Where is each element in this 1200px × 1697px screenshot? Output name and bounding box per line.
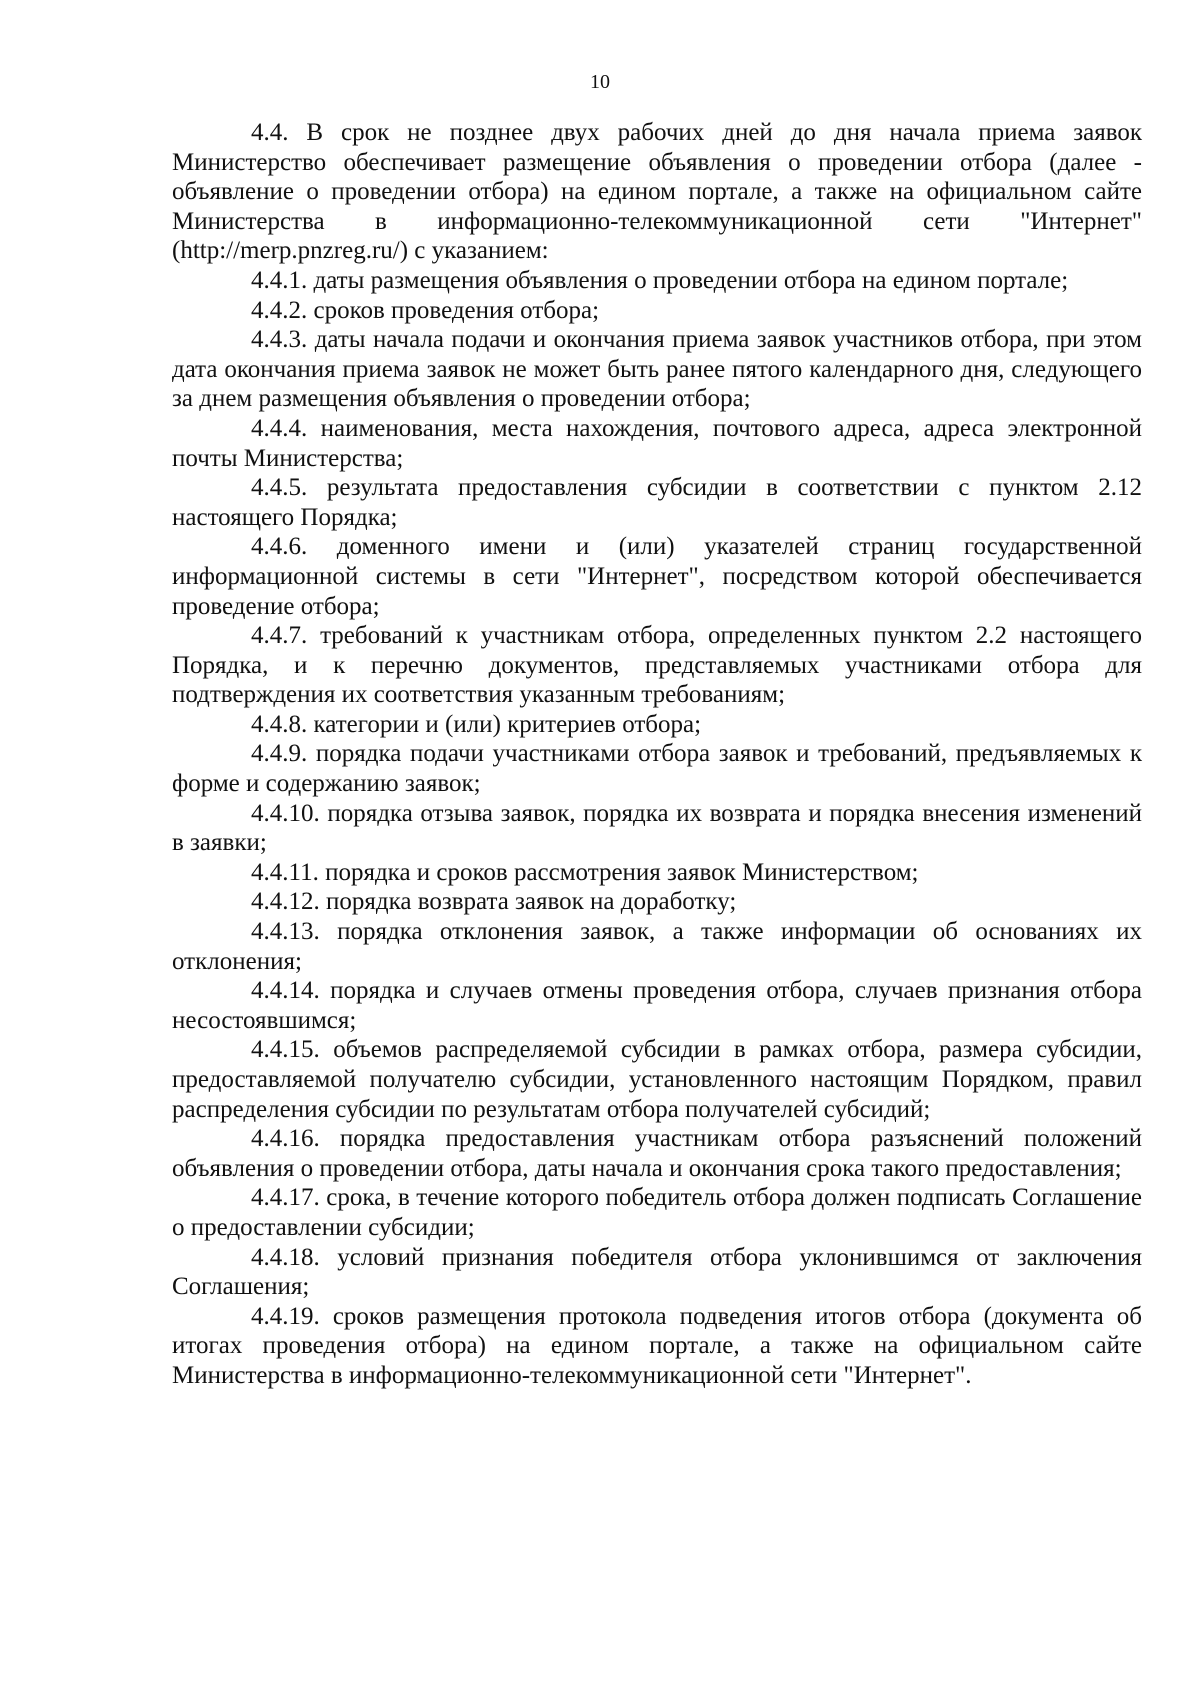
list-item-4-4-13: 4.4.13. порядка отклонения заявок, а также информации об основаниях их отклонения; [172,918,1142,975]
list-item-4-4-5: 4.4.5. результата предоставления субсидии в соответствии с пунктом 2.12 настоящего Порядка; [172,474,1142,531]
list-item-4-4-12: 4.4.12. порядка возврата заявок на доработку; [251,888,737,916]
list-item-4-4-6: 4.4.6. доменного имени и (или) указателей страниц государственной информационной системы в сети "Интернет", посредством которой обеспечивается проведение отбора; [172,533,1142,620]
list-item-4-4-4: 4.4.4. наименования, места нахождения, почтового адреса, адреса электронной почты Министерства; [172,414,1142,472]
list-item-4-4-10: 4.4.10. порядка отзыва заявок, порядка их возврата и порядка внесения изменений в заявки; [172,799,1142,857]
list-item-4-4-7: 4.4.7. требований к участникам отбора, определенных пунктом 2.2 настоящего Порядка, и к перечню документов, представляемых участниками отбора для подтверждения их соответствия указанным требованиям; [172,622,1142,709]
list-item-4-4-2: 4.4.2. сроков проведения отбора; [251,296,600,324]
list-item-4-4-17: 4.4.17. срока, в течение которого победитель отбора должен подписать Соглашение о предоставлении субсидии; [172,1184,1142,1241]
paragraph-4-4-text: 4.4. В срок не позднее двух рабочих дней до дня начала приема заявок Министерство обеспечивает размещение объявления о проведении отбора (далее - объявление о проведении отбора) на едином портале, а также на официальном сайте Министерства в информационно-телекоммуникационной сети "Интернет" ( [172,119,1142,265]
list-item-4-4-18: 4.4.18. условий признания победителя отбора уклонившимся от заключения Соглашения; [172,1243,1142,1301]
list-item-4-4-9: 4.4.9. порядка подачи участниками отбора заявок и требований, предъявляемых к форме и содержанию заявок; [172,740,1142,798]
paragraph-4-4 [172,118,1142,266]
list-item-4-4-14: 4.4.14. порядка и случаев отмены проведения отбора, случаев признания отбора несостоявшимся; [172,977,1142,1034]
page-number: 10 [590,71,610,93]
list-item-4-4-15: 4.4.15. объемов распределяемой субсидии в рамках отбора, размера субсидии, предоставляемой получателю субсидии, установленного настоящим Порядком, правил распределения субсидии по результатам отбора получателей субсидий; [172,1036,1142,1123]
list-item-4-4-11: 4.4.11. порядка и сроков рассмотрения заявок Министерством; [251,858,919,886]
paragraph-4-4-ending: ) с указанием: [399,237,549,265]
list-item-4-4-1: 4.4.1. даты размещения объявления о проведении отбора на едином портале; [251,266,1069,294]
list-item-4-4-16: 4.4.16. порядка предоставления участникам отбора разъяснений положений объявления о проведении отбора, даты начала и окончания срока такого предоставления; [172,1125,1142,1182]
list-item-4-4-8: 4.4.8. категории и (или) критериев отбора; [251,710,702,738]
list-item-4-4-19: 4.4.19. сроков размещения протокола подведения итогов отбора (документа об итогах проведения отбора) на едином портале, а также на официальном сайте Министерства в информационно-телекоммуникационной сети "Интернет". [172,1302,1142,1389]
list-item-4-4-3: 4.4.3. даты начала подачи и окончания приема заявок участников отбора, при этом дата окончания приема заявок не может быть ранее пятого календарного дня, следующего за днем размещения объявления о проведении отбора; [172,326,1142,413]
ministry-website-url: http://merp.pnzreg.ru/ [180,237,400,265]
document-body [172,118,1142,1391]
